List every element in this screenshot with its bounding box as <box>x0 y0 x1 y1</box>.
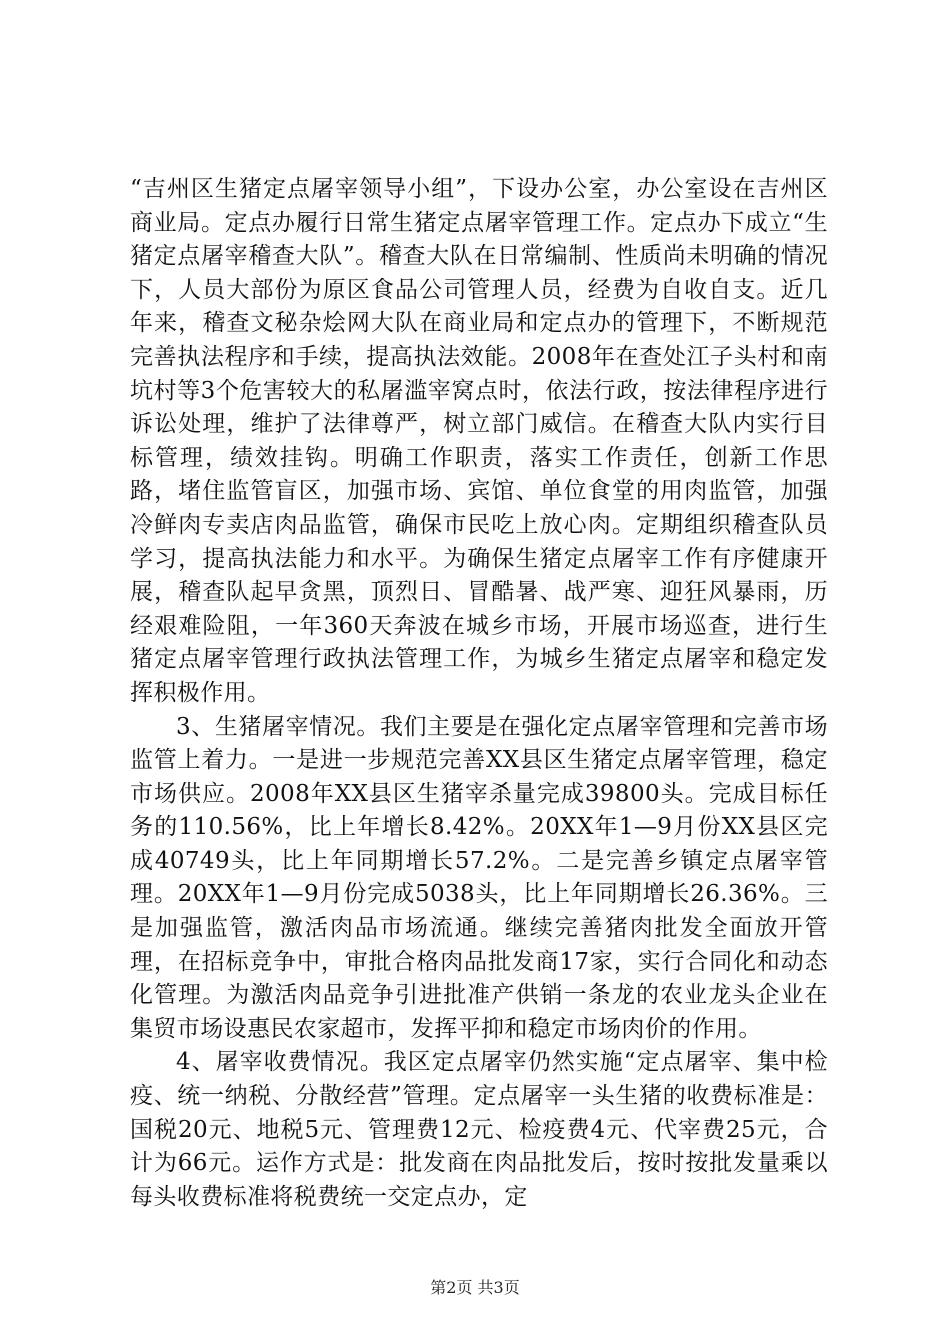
body-paragraph-fee-status: 4、屠宰收费情况。我区定点屠宰仍然实施“定点屠宰、集中检疫、统一纳税、分散经营”管理。定点屠宰一头生猪的收费标准是：国税20元、地税5元、管理费12元、检疫费4元、代宰费25元，合计为66元。运作方式是：批发商在肉品批发后，按时按批发量乘以每头收费标准将税费统一交定点办，定 <box>130 1049 828 1210</box>
body-paragraph-slaughter-status: 3、生猪屠宰情况。我们主要是在强化定点屠宰管理和完善市场监管上着力。一是进一步规范完善XX县区生猪定点屠宰管理，稳定市场供应。2008年XX县区生猪宰杀量完成39800头。完成目标任务的110.56%，比上年增长8.42%。20XX年1—9月份XX县区完成40749头，比上年同期增长57.2%。二是完善乡镇定点屠宰管理。20XX年1—9月份完成5038头，比上年同期增长26.36%。三是加强监管，激活肉品市场流通。继续完善猪肉批发全面放开管理，在招标竞争中，审批合格肉品批发商17家，实行合同化和动态化管理。为激活肉品竞争引进批准产供销一条龙的农业龙头企业在集贸市场设惠民农家超市，发挥平抑和稳定市场肉价的作用。 <box>130 713 828 1042</box>
body-paragraph-continued: “吉州区生猪定点屠宰领导小组”，下设办公室，办公室设在吉州区商业局。定点办履行日常生猪定点屠宰管理工作。定点办下成立“生猪定点屠宰稽查大队”。稽查大队在日常编制、性质尚未明确的情况下，人员大部份为原区食品公司管理人员，经费为自收自支。近几年来，稽查文秘杂烩网大队在商业局和定点办的管理下，不断规范完善执法程序和手续，提高执法效能。2008年在查处江子头村和南坑村等3个危害较大的私屠滥宰窝点时，依法行政，按法律程序进行诉讼处理，维护了法律尊严，树立部门威信。在稽查大队内实行目标管理，绩效挂钩。明确工作职责，落实工作责任，创新工作思路，堵住监管盲区，加强市场、宾馆、单位食堂的用肉监管，加强冷鲜肉专卖店肉品监管，确保市民吃上放心肉。定期组织稽查队员学习，提高执法能力和水平。为确保生猪定点屠宰工作有序健康开展，稽查队起早贪黑，顶烈日、冒酷暑、战严寒、迎狂风暴雨，历经艰难险阻，一年360天奔波在城乡市场，开展市场巡查，进行生猪定点屠宰管理行政执法管理工作，为城乡生猪定点屠宰和稳定发挥积极作用。 <box>130 176 828 706</box>
page-number-footer: 第2页 共3页 <box>430 1278 520 1297</box>
document-body <box>130 173 828 1214</box>
